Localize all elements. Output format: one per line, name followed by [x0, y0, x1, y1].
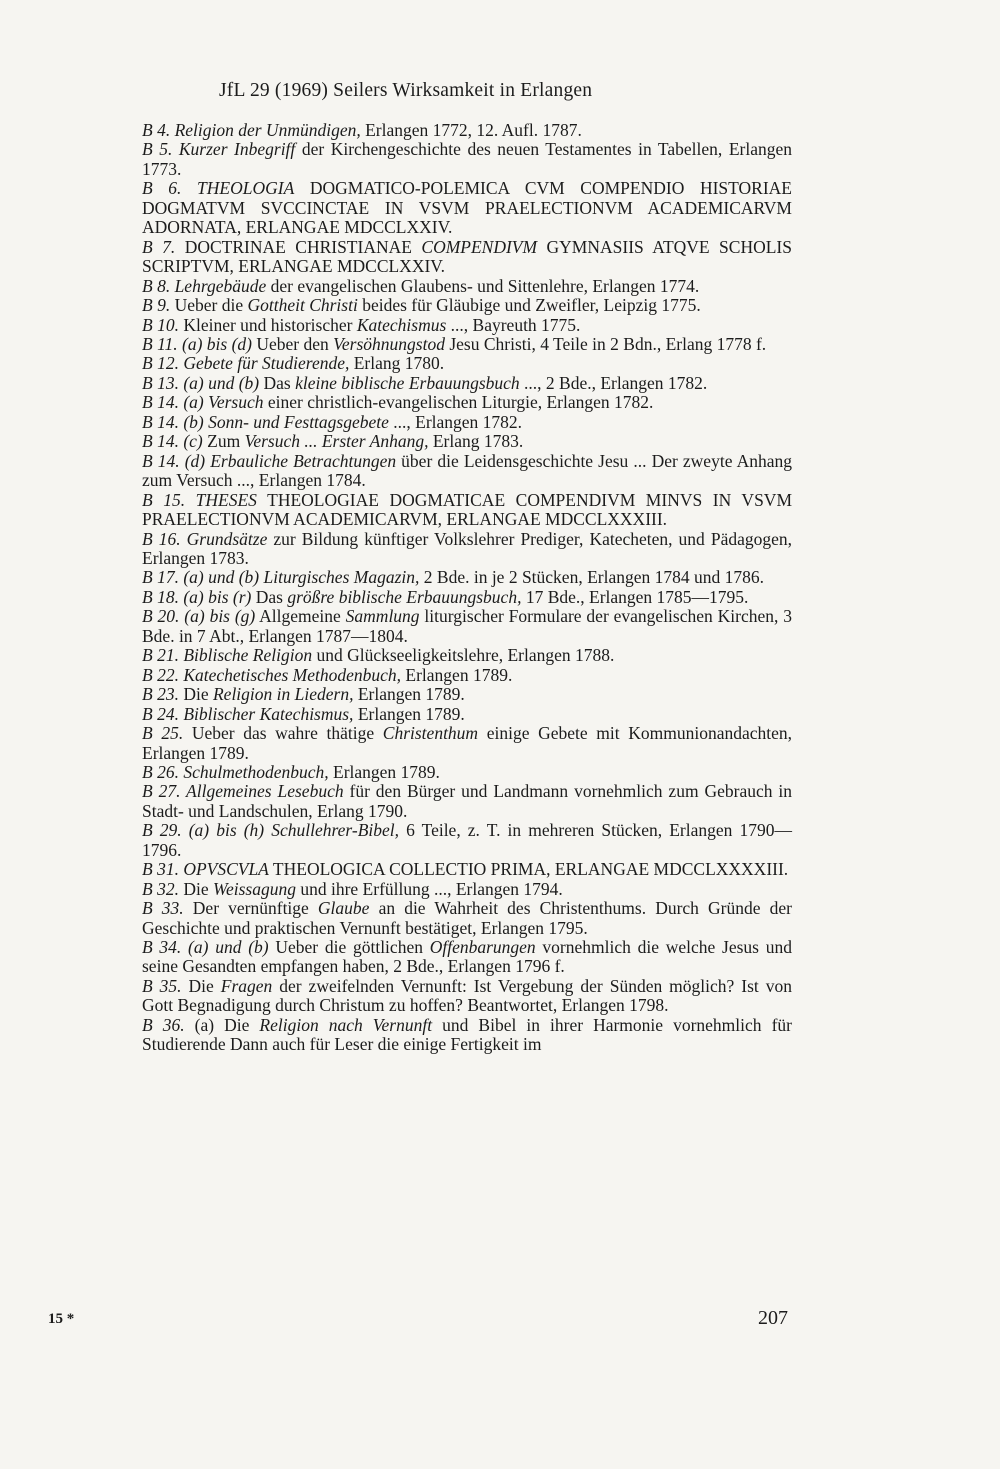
entry-text-run: Erlangen 1789.: [401, 664, 513, 685]
entry-text-run: Das: [259, 372, 296, 393]
entry-text-run: Ueber das wahre thätige: [183, 723, 383, 744]
bibliography-entry: [142, 938, 792, 977]
entry-text-run: der Kirchengeschichte des neuen Testamentes in Tabellen, Erlangen 1773.: [142, 139, 792, 179]
entry-italic-run: B 26. Schulmethodenbuch,: [142, 761, 329, 782]
entry-italic-run: Fragen: [220, 975, 273, 996]
bibliography-entry: [142, 646, 792, 665]
entry-text-run: Ueber die: [170, 295, 248, 316]
entry-italic-run: B 14. (d) Erbauliche Betrachtungen: [142, 450, 397, 471]
entry-italic-run: B 34. (a) und (b): [142, 937, 269, 958]
entry-text-run: Das: [251, 586, 288, 607]
bibliography-entry: [142, 530, 792, 569]
entry-text-run: DOCTRINAE CHRISTIANAE: [175, 236, 422, 257]
entry-text-run: und ihre Erfüllung ..., Erlangen 1794.: [295, 878, 563, 899]
entry-text-run: einige Gebete mit Kommunionandachten, Erlangen 1789.: [142, 723, 792, 763]
bibliography-entry: [142, 121, 792, 140]
entry-italic-run: Religion in Liedern,: [212, 684, 354, 705]
entry-italic-run: B 8. Lehrgebäude: [142, 275, 267, 296]
entry-text-run: Erlangen 1789.: [353, 684, 465, 705]
entry-italic-run: B 22. Katechetisches Methodenbuch,: [142, 664, 402, 685]
bibliography-entry: [142, 685, 792, 704]
entry-text-run: liturgischer Formulare der evangelischen Kirchen, 3 Bde. in 7 Abt., Erlangen 1787—1804.: [142, 606, 792, 646]
entry-italic-run: größre biblische Erbauungsbuch,: [287, 586, 522, 607]
entry-italic-run: Christenthum: [382, 723, 479, 744]
entry-text-run: und Bibel in ihrer Harmonie vornehmlich für Studierende Dann auch für Leser die einige Fertigkeit im: [142, 1014, 792, 1055]
entry-italic-run: Sammlung: [345, 606, 420, 627]
entry-italic-run: B 36.: [142, 1014, 185, 1035]
bibliography-entry: [142, 491, 792, 530]
running-header: JfL 29 (1969) Seilers Wirksamkeit in Erlangen: [219, 80, 593, 101]
entry-italic-run: B 20. (a) bis (g): [142, 606, 256, 627]
entry-italic-run: B 14. (a) Versuch: [142, 392, 264, 413]
bibliography-entry: [142, 140, 792, 179]
bibliography-entry: [142, 782, 792, 821]
bibliography-entry: [142, 666, 792, 685]
bibliography-entry: [142, 374, 792, 393]
bibliography-entry: [142, 179, 792, 237]
bibliography-entry: [142, 452, 792, 491]
entry-italic-run: B 5. Kurzer Inbegriff: [142, 139, 296, 160]
bibliography-entry: [142, 316, 792, 335]
entry-text-run: THEOLOGIAE DOGMATICAE COMPENDIVM MINVS IN VSVM PRAELECTIONVM ACADEMICARVM, ERLANGAE MDCCLXXXIII.: [142, 489, 792, 530]
entry-text-run: Erlang 1780.: [349, 353, 445, 374]
entry-italic-run: B 12. Gebete für Studierende,: [142, 353, 350, 374]
entry-italic-run: Offenbarungen: [429, 937, 536, 958]
entry-text-run: an die Wahrheit des Christenthums. Durch Gründe der Geschichte und praktischen Vernunft bestätiget, Erlangen 1795.: [142, 898, 792, 938]
entry-italic-run: B 21. Biblische Religion: [142, 645, 313, 666]
entry-italic-run: B 27. Allgemeines Lesebuch: [142, 781, 344, 802]
entry-italic-run: B 13. (a) und (b): [142, 372, 260, 393]
entry-italic-run: B 6. THEOLOGIA: [142, 178, 295, 199]
entry-italic-run: B 7.: [142, 236, 176, 257]
entry-text-run: Die: [181, 975, 221, 996]
entry-text-run: 2 Bde. in je 2 Stücken, Erlangen 1784 und 1786.: [419, 567, 764, 588]
entry-italic-run: B 33.: [142, 898, 184, 919]
entry-text-run: Erlangen 1789.: [328, 761, 440, 782]
entry-text-run: DOGMATICO-POLEMICA CVM COMPENDIO HISTORIAE DOGMATVM SVCCINCTAE IN VSVM PRAELECTIONVM ACADEMICARVM ADORNATA, ERLANGAE MDCCLXXIV.: [142, 178, 792, 238]
bibliography-entry: [142, 238, 792, 277]
entry-text-run: und Glückseeligkeitslehre, Erlangen 1788.: [312, 645, 615, 666]
entry-italic-run: B 25.: [142, 723, 184, 744]
entry-text-run: zur Bildung künftiger Volkslehrer Prediger, Katecheten, und Pädagogen, Erlangen 1783.: [142, 528, 793, 568]
bibliography-entry: [142, 296, 792, 315]
entry-text-run: beides für Gläubige und Zweifler, Leipzig 1775.: [357, 295, 701, 316]
bibliography-entry: [142, 763, 792, 782]
entry-text-run: 17 Bde., Erlangen 1785—1795.: [521, 586, 749, 607]
entry-italic-run: B 23.: [142, 684, 179, 705]
entry-text-run: Die: [178, 684, 213, 705]
entry-italic-run: B 9.: [142, 295, 171, 316]
entry-text-run: 6 Teile, z. T. in mehreren Stücken, Erlangen 1790—1796.: [142, 820, 792, 860]
bibliography-entry: [142, 880, 792, 899]
entry-italic-run: B 24. Biblischer Katechismus,: [142, 703, 354, 724]
page-number: 207: [758, 1307, 788, 1329]
entry-italic-run: Gottheit Christi: [247, 295, 358, 316]
bibliography-entry: [142, 860, 792, 879]
bibliography-entry: [142, 607, 792, 646]
entry-text-run: für den Bürger und Landmann vornehmlich zum Gebrauch in Stadt- und Landschulen, Erlang 1790.: [142, 781, 792, 821]
entry-text-run: Erlang 1783.: [428, 431, 524, 452]
entry-text-run: der evangelischen Glaubens- und Sittenlehre, Erlangen 1774.: [266, 275, 700, 296]
entry-text-run: Kleiner und historischer: [178, 314, 357, 335]
entry-italic-run: Versuch ... Erster Anhang,: [244, 431, 429, 452]
entry-italic-run: B 16. Grundsätze: [142, 528, 268, 549]
entry-italic-run: B 14. (b) Sonn- und Festtagsgebete: [142, 411, 389, 432]
bibliography-entry: [142, 977, 792, 1016]
entry-italic-run: Versöhnungstod: [333, 333, 445, 354]
entry-text-run: Erlangen 1772, 12. Aufl. 1787.: [360, 120, 582, 140]
entry-text-run: Ueber die göttlichen: [268, 937, 430, 958]
entry-text-run: ..., 2 Bde., Erlangen 1782.: [519, 372, 708, 393]
entry-italic-run: Religion nach Vernunft: [259, 1014, 433, 1035]
entry-text-run: ..., Bayreuth 1775.: [446, 314, 581, 335]
entry-italic-run: B 17. (a) und (b) Liturgisches Magazin,: [142, 567, 420, 588]
entry-italic-run: B 14. (c): [142, 431, 203, 452]
printer-signature: 15 *: [48, 1311, 75, 1327]
bibliography-entry: [142, 821, 792, 860]
entry-italic-run: B 31. OPVSCVLA: [142, 859, 269, 880]
bibliography-entry: [142, 335, 792, 354]
entry-text-run: der zweifelnden Vernunft: Ist Vergebung der Sünden möglich? Ist von Gott Begnadigung durch Christum zu hoffen? Beantwortet, Erlangen 1798.: [142, 975, 792, 1016]
bibliography-entry: [142, 899, 792, 938]
entry-italic-run: B 32.: [142, 878, 179, 899]
bibliography-entry: [142, 354, 792, 373]
entry-text-run: (a) Die: [184, 1014, 260, 1035]
bibliography-entry: [142, 393, 792, 412]
entry-italic-run: B 15. THESES: [142, 489, 257, 510]
entry-text-run: vornehmlich die welche Jesus und seine Gesandten empfangen haben, 2 Bde., Erlangen 1796 f.: [142, 937, 792, 977]
entry-italic-run: B 35.: [142, 975, 182, 996]
entry-italic-run: Weissagung: [212, 878, 296, 899]
bibliography-entry: [142, 724, 792, 763]
entry-italic-run: COMPENDIVM: [421, 236, 538, 257]
entry-italic-run: B 18. (a) bis (r): [142, 586, 252, 607]
entry-text-run: Allgemeine: [255, 606, 346, 627]
entry-italic-run: B 4. Religion der Unmündigen,: [142, 120, 361, 140]
entry-italic-run: B 11. (a) bis (d): [142, 333, 252, 354]
entry-text-run: GYMNASIIS ATQVE SCHOLIS SCRIPTVM, ERLANGAE MDCCLXXIV.: [142, 236, 792, 277]
bibliography-entry: [142, 432, 792, 451]
entry-text-run: über die Leidensgeschichte Jesu ... Der zweyte Anhang zum Versuch ..., Erlangen 1784.: [142, 450, 792, 491]
entry-text-run: Der vernünftige: [183, 898, 318, 919]
entry-italic-run: Katechismus: [356, 314, 447, 335]
bibliography-entry: [142, 568, 792, 587]
entry-text-run: einer christlich-evangelischen Liturgie, Erlangen 1782.: [263, 392, 654, 413]
bibliography-list: [142, 121, 792, 1055]
entry-italic-run: Glaube: [317, 898, 370, 919]
entry-italic-run: B 10.: [142, 314, 179, 335]
entry-text-run: Ueber den: [252, 333, 334, 354]
bibliography-entry: [142, 1016, 792, 1055]
entry-text-run: Zum: [202, 431, 245, 452]
bibliography-entry: [142, 277, 792, 296]
bibliography-entry: [142, 705, 792, 724]
entry-text-run: Die: [178, 878, 213, 899]
entry-text-run: THEOLOGICA COLLECTIO PRIMA, ERLANGAE MDCCLXXXXIII.: [268, 859, 789, 880]
entry-text-run: Erlangen 1789.: [353, 703, 465, 724]
entry-text-run: Jesu Christi, 4 Teile in 2 Bdn., Erlang 1778 f.: [444, 333, 767, 354]
entry-italic-run: kleine biblische Erbauungsbuch: [295, 372, 520, 393]
bibliography-entry: [142, 413, 792, 432]
bibliography-entry: [142, 588, 792, 607]
entry-italic-run: B 29. (a) bis (h) Schullehrer-Bibel,: [142, 820, 399, 841]
entry-text-run: ..., Erlangen 1782.: [388, 411, 523, 432]
